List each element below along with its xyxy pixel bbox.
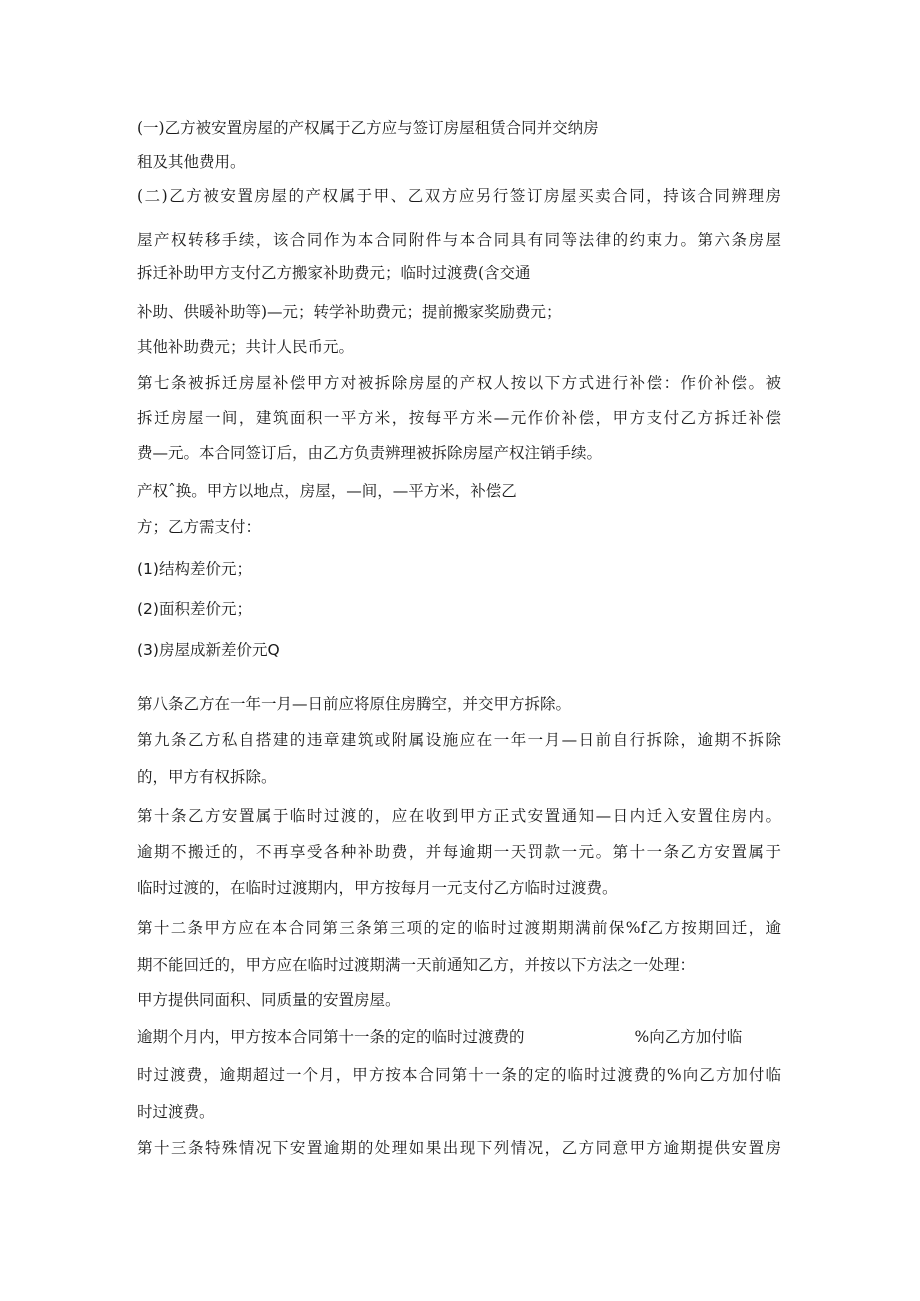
text-line: 第十三条特殊情况下安置逾期的处理如果出现下列情况，乙方同意甲方逾期提供安置房 bbox=[137, 1139, 781, 1157]
text-line: (2)面积差价元； bbox=[137, 600, 252, 618]
text-segment: 逾期个月内，甲方按本合同第十一条的定的临时过渡费的 bbox=[137, 1028, 525, 1046]
text-line: 逾期不搬迁的，不再享受各种补助费，并每逾期一天罚款一元。第十一条乙方安置属于 bbox=[137, 843, 781, 861]
text-line bbox=[137, 1027, 742, 1047]
text-line: 时过渡费。 bbox=[137, 1103, 215, 1121]
text-line: (3)房屋成新差价元Q bbox=[137, 641, 280, 659]
text-line: 时过渡费，逾期超过一个月，甲方按本合同第十一条的定的临时过渡费的%向乙方加付临 bbox=[137, 1066, 781, 1084]
text-line: 第十条乙方安置属于临时过渡的，应在收到甲方正式安置通知—日内迁入安置住房内。 bbox=[137, 807, 781, 825]
text-line: 期不能回迁的，甲方应在临时过渡期满一天前通知乙方，并按以下方法之一处理： bbox=[137, 956, 696, 974]
text-line: 产权ˆ换。甲方以地点，房屋，—间，—平方米，补偿乙 bbox=[137, 482, 517, 500]
text-line: 第七条被拆迁房屋补偿甲方对被拆除房屋的产权人按以下方式进行补偿：作价补偿。被 bbox=[137, 374, 781, 392]
text-line: 补助、供暖补助等)—元；转学补助费元；提前搬家奖励费元； bbox=[137, 303, 562, 321]
text-line: 屋产权转移手续，该合同作为本合同附件与本合同具有同等法律的约束力。第六条房屋 bbox=[137, 231, 781, 249]
text-line: 租及其他费用。 bbox=[137, 153, 246, 171]
text-line: 第十二条甲方应在本合同第三条第三项的定的临时过渡期期满前保%f乙方按期回迁，逾 bbox=[137, 919, 781, 937]
text-line: 临时过渡的，在临时过渡期内，甲方按每月一元支付乙方临时过渡费。 bbox=[137, 879, 618, 897]
text-line: (1)结构差价元； bbox=[137, 560, 252, 578]
text-line: (二)乙方被安置房屋的产权属于甲、乙双方应另行签订房屋买卖合同，持该合同辨理房 bbox=[137, 187, 781, 205]
text-line: 拆迁房屋一间，建筑面积一平方米，按每平方米—元作价补偿，甲方支付乙方拆迁补偿 bbox=[137, 409, 781, 427]
text-line: 费—元。本合同签订后，由乙方负责辨理被拆除房屋产权注销手续。 bbox=[137, 444, 603, 462]
text-line: 拆迁补助甲方支付乙方搬家补助费元；临时过渡费(含交通 bbox=[137, 264, 531, 282]
text-line: (一)乙方被安置房屋的产权属于乙方应与签订房屋租赁合同并交纳房 bbox=[137, 119, 599, 137]
text-line: 甲方提供同面积、同质量的安置房屋。 bbox=[137, 991, 401, 1009]
text-line: 的，甲方有权拆除。 bbox=[137, 768, 277, 786]
text-segment: %向乙方加付临 bbox=[634, 1028, 743, 1046]
text-line: 其他补助费元；共计人民币元。 bbox=[137, 338, 355, 356]
text-line: 第九条乙方私自搭建的违章建筑或附属设施应在一年一月—日前自行拆除，逾期不拆除 bbox=[137, 731, 781, 749]
text-line: 方；乙方需支付： bbox=[137, 518, 262, 536]
text-line: 第八条乙方在一年一月—日前应将原住房腾空，并交甲方拆除。 bbox=[137, 695, 572, 713]
